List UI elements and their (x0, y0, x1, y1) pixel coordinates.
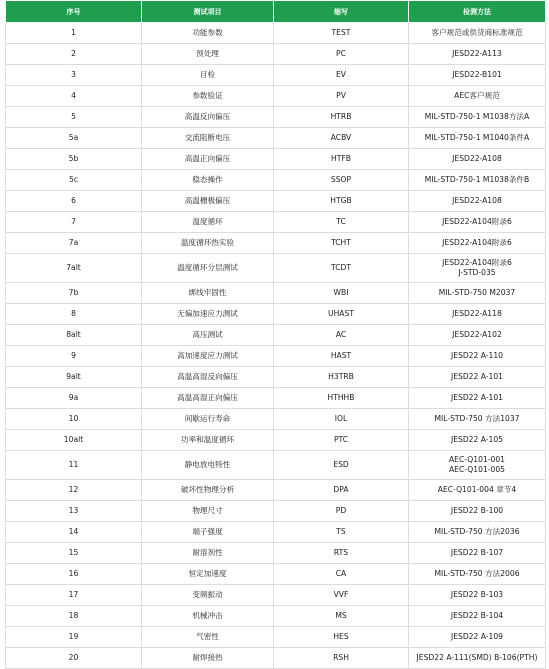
table-row (6, 451, 546, 480)
cell-no: 15 (6, 543, 142, 564)
cell-no: 7a (6, 233, 142, 254)
cell-test-item: 稳态操作 (142, 170, 274, 191)
cell-no: 8 (6, 304, 142, 325)
cell-test-item: 高温栅极偏压 (142, 191, 274, 212)
cell-test-item: 无偏加速应力测试 (142, 304, 274, 325)
cell-no: 5c (6, 170, 142, 191)
cell-test-item: 参数验证 (142, 86, 274, 107)
cell-method: JESD22-A104附录6 (409, 233, 546, 254)
cell-method: JESD22 A-101 (409, 367, 546, 388)
cell-test-item: 高加速度应力测试 (142, 346, 274, 367)
cell-abbreviation: CA (274, 564, 409, 585)
header-test-item: 测试项目 (142, 1, 274, 23)
table-row (6, 627, 546, 648)
cell-method: JESD22 B-104 (409, 606, 546, 627)
table-row (6, 585, 546, 606)
cell-abbreviation: PV (274, 86, 409, 107)
table-row (6, 409, 546, 430)
cell-method: JESD22 A-101 (409, 388, 546, 409)
cell-abbreviation: HTFB (274, 149, 409, 170)
table-row (6, 170, 546, 191)
cell-abbreviation: UHAST (274, 304, 409, 325)
cell-method: JESD22-A108 (409, 149, 546, 170)
cell-test-item: 气密性 (142, 627, 274, 648)
cell-method: JESD22 A-111(SMD) B-106(PTH) (409, 648, 546, 669)
cell-method: JESD22 A-110 (409, 346, 546, 367)
table-row (6, 430, 546, 451)
cell-abbreviation: TCHT (274, 233, 409, 254)
cell-method: JESD22-A102 (409, 325, 546, 346)
cell-method: MIL-STD-750-1 M1038方法A (409, 107, 546, 128)
cell-method: 客户规范或供货商标准规范 (409, 23, 546, 44)
cell-abbreviation: TS (274, 522, 409, 543)
table-row (6, 212, 546, 233)
cell-test-item: 温度循环热实验 (142, 233, 274, 254)
header-no: 序号 (6, 1, 142, 23)
cell-test-item: 变频振动 (142, 585, 274, 606)
cell-test-item: 温度循环分层测试 (142, 254, 274, 283)
cell-method: JESD22-A104附录6 (409, 212, 546, 233)
cell-abbreviation: SSOP (274, 170, 409, 191)
cell-method: AEC-Q101-004 章节4 (409, 480, 546, 501)
cell-test-item: 破坏性物理分析 (142, 480, 274, 501)
table-row (6, 304, 546, 325)
table-row (6, 480, 546, 501)
cell-no: 10alt (6, 430, 142, 451)
cell-method: MIL-STD-750-1 M1040条件A (409, 128, 546, 149)
cell-abbreviation: WBI (274, 283, 409, 304)
cell-abbreviation: PD (274, 501, 409, 522)
cell-no: 5 (6, 107, 142, 128)
cell-abbreviation: TC (274, 212, 409, 233)
cell-no: 4 (6, 86, 142, 107)
cell-method: MIL-STD-750 方法1037 (409, 409, 546, 430)
cell-method: MIL-STD-750 M2037 (409, 283, 546, 304)
cell-method: MIL-STD-750 方法2036 (409, 522, 546, 543)
cell-test-item: 绑线牢固性 (142, 283, 274, 304)
cell-test-item: 高温高湿反向偏压 (142, 367, 274, 388)
table-row (6, 23, 546, 44)
cell-abbreviation: VVF (274, 585, 409, 606)
table-row (6, 233, 546, 254)
cell-method (409, 254, 546, 283)
table-row (6, 501, 546, 522)
cell-no: 11 (6, 451, 142, 480)
cell-no: 14 (6, 522, 142, 543)
cell-abbreviation: HTRB (274, 107, 409, 128)
table-row (6, 367, 546, 388)
cell-test-item: 静电放电特性 (142, 451, 274, 480)
cell-method-line: AEC-Q101-001 (448, 455, 506, 464)
cell-test-item: 机械冲击 (142, 606, 274, 627)
cell-abbreviation: HTHHB (274, 388, 409, 409)
table-row (6, 86, 546, 107)
cell-test-item: 高温高湿正向偏压 (142, 388, 274, 409)
cell-method-line: J-STD-035 (458, 268, 496, 277)
cell-no: 2 (6, 44, 142, 65)
table-row (6, 65, 546, 86)
table-row (6, 254, 546, 283)
cell-test-item: 功能参数 (142, 23, 274, 44)
table-row (6, 107, 546, 128)
cell-test-item: 耐焊接热 (142, 648, 274, 669)
cell-test-item: 物理尺寸 (142, 501, 274, 522)
cell-method: JESD22 B-103 (409, 585, 546, 606)
cell-test-item: 目检 (142, 65, 274, 86)
cell-no: 12 (6, 480, 142, 501)
cell-test-item: 高温反向偏压 (142, 107, 274, 128)
cell-abbreviation: HTGB (274, 191, 409, 212)
cell-no: 10 (6, 409, 142, 430)
table-row (6, 564, 546, 585)
table-row (6, 128, 546, 149)
cell-abbreviation: RTS (274, 543, 409, 564)
cell-method-line: AEC-Q101-005 (448, 465, 506, 474)
cell-no: 8alt (6, 325, 142, 346)
cell-abbreviation: AC (274, 325, 409, 346)
cell-abbreviation: MS (274, 606, 409, 627)
cell-no: 17 (6, 585, 142, 606)
cell-test-item: 耐溶剂性 (142, 543, 274, 564)
cell-no: 19 (6, 627, 142, 648)
cell-method: JESD22 B-100 (409, 501, 546, 522)
cell-no: 5a (6, 128, 142, 149)
table-row (6, 191, 546, 212)
cell-no: 16 (6, 564, 142, 585)
cell-test-item: 温度循环 (142, 212, 274, 233)
cell-no: 3 (6, 65, 142, 86)
cell-no: 6 (6, 191, 142, 212)
cell-method: JESD22-A118 (409, 304, 546, 325)
cell-abbreviation: H3TRB (274, 367, 409, 388)
table-row (6, 283, 546, 304)
cell-test-item: 恒定加速度 (142, 564, 274, 585)
cell-test-item: 间歇运行寿命 (142, 409, 274, 430)
cell-no: 9alt (6, 367, 142, 388)
table-row (6, 388, 546, 409)
cell-abbreviation: TEST (274, 23, 409, 44)
cell-method: JESD22 A-109 (409, 627, 546, 648)
cell-abbreviation: TCDT (274, 254, 409, 283)
cell-method: AEC客户规范 (409, 86, 546, 107)
cell-method: JESD22 B-107 (409, 543, 546, 564)
table-row (6, 543, 546, 564)
table-row (6, 44, 546, 65)
cell-test-item: 高温正向偏压 (142, 149, 274, 170)
table-row (6, 149, 546, 170)
cell-method: JESD22-B101 (409, 65, 546, 86)
cell-no: 1 (6, 23, 142, 44)
table-row (6, 606, 546, 627)
cell-abbreviation: HES (274, 627, 409, 648)
table-row (6, 648, 546, 669)
header-row (6, 1, 546, 23)
table-row (6, 325, 546, 346)
header-method: 检测方法 (409, 1, 546, 23)
cell-no: 9 (6, 346, 142, 367)
cell-method (409, 451, 546, 480)
cell-method: JESD22-A113 (409, 44, 546, 65)
cell-method-line: JESD22-A104附录6 (442, 258, 512, 267)
cell-abbreviation: PC (274, 44, 409, 65)
cell-test-item: 端子强度 (142, 522, 274, 543)
cell-test-item: 功率和温度循环 (142, 430, 274, 451)
cell-test-item: 交流阻断电压 (142, 128, 274, 149)
cell-no: 7alt (6, 254, 142, 283)
cell-abbreviation: EV (274, 65, 409, 86)
cell-abbreviation: HAST (274, 346, 409, 367)
test-standards-table (5, 0, 546, 669)
cell-abbreviation: DPA (274, 480, 409, 501)
cell-no: 5b (6, 149, 142, 170)
cell-abbreviation: IOL (274, 409, 409, 430)
cell-no: 7b (6, 283, 142, 304)
cell-test-item: 高压测试 (142, 325, 274, 346)
table-row (6, 346, 546, 367)
cell-abbreviation: ACBV (274, 128, 409, 149)
cell-no: 9a (6, 388, 142, 409)
cell-no: 13 (6, 501, 142, 522)
cell-test-item: 预处理 (142, 44, 274, 65)
cell-method: MIL-STD-750-1 M1038条件B (409, 170, 546, 191)
cell-abbreviation: ESD (274, 451, 409, 480)
cell-abbreviation: PTC (274, 430, 409, 451)
cell-no: 18 (6, 606, 142, 627)
cell-no: 7 (6, 212, 142, 233)
header-abbreviation: 缩写 (274, 1, 409, 23)
cell-method: MIL-STD-750 方法2006 (409, 564, 546, 585)
cell-method: JESD22-A108 (409, 191, 546, 212)
cell-abbreviation: RSH (274, 648, 409, 669)
table-row (6, 522, 546, 543)
table-body (6, 23, 546, 669)
cell-method: JESD22 A-105 (409, 430, 546, 451)
cell-no: 20 (6, 648, 142, 669)
